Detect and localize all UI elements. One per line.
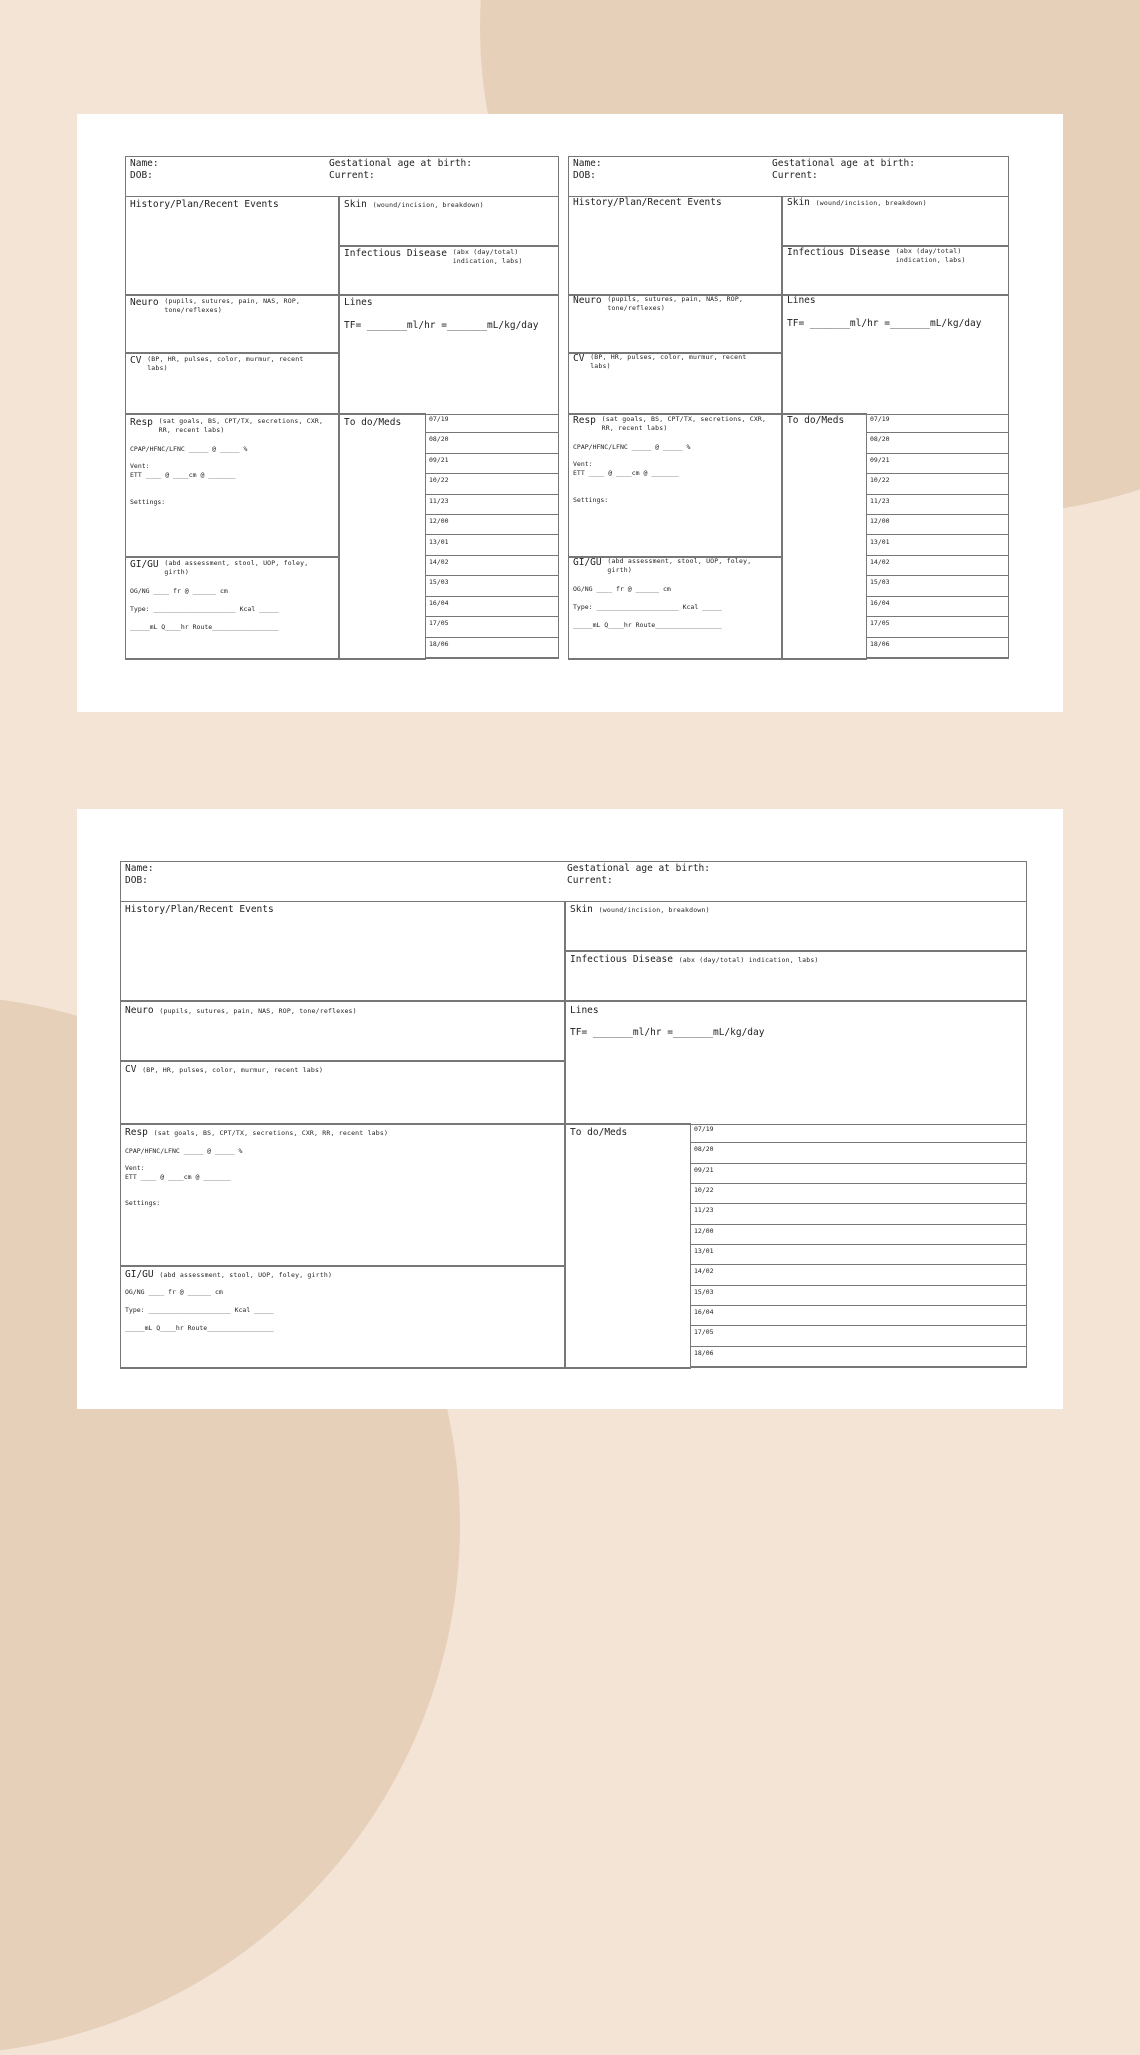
time-slot-label: 10/22 (870, 476, 890, 485)
og-line: OG/NG ____ fr @ ______ cm (125, 1288, 223, 1296)
vent-label: Vent: (573, 460, 593, 468)
settings-label: Settings: (130, 498, 166, 506)
gigu-label: GI/GU (130, 559, 159, 570)
skin-label: Skin (787, 197, 810, 208)
neuro-label: Neuro (573, 295, 602, 306)
time-slot-row (425, 556, 559, 576)
time-slot-label: 11/23 (694, 1206, 714, 1215)
time-slot-row (425, 495, 559, 515)
lines-box (338, 294, 559, 415)
name-label: Name: (573, 158, 602, 169)
time-slots (866, 413, 1009, 658)
time-slot-label: 09/21 (429, 455, 449, 464)
neuro-hint: (pupils, sutures, pain, NAS, ROP, tone/reflexes) (159, 1007, 357, 1015)
gigu-hint: (abd assessment, stool, UOP, foley, girth) (607, 557, 752, 574)
report-sheet-left (125, 156, 559, 659)
tf-line: TF= _______ml/hr =_______mL/kg/day (344, 320, 539, 331)
todo-label: To do/Meds (787, 415, 845, 426)
vent-label: Vent: (125, 1164, 145, 1172)
time-slot-row (690, 1184, 1027, 1204)
time-slot-row (690, 1225, 1027, 1245)
time-slot-row (866, 515, 1009, 535)
lines-box (781, 294, 1009, 415)
time-slot-label: 12/00 (694, 1226, 714, 1235)
route-line: _____mL Q____hr Route_________________ (125, 1324, 274, 1332)
skin-hint: (wound/incision, breakdown) (372, 201, 484, 209)
time-slot-label: 16/04 (870, 598, 890, 607)
time-slot-label: 17/05 (694, 1328, 714, 1337)
time-slot-label: 16/04 (694, 1308, 714, 1316)
id-label: Infectious Disease (787, 247, 890, 258)
lines-label: Lines (787, 295, 816, 306)
name-label: Name: (130, 158, 159, 169)
dob-label: DOB: (573, 170, 596, 181)
dob-label: DOB: (125, 875, 148, 886)
tf-line: TF= _______ml/hr =_______mL/kg/day (570, 1027, 765, 1038)
lines-label: Lines (344, 297, 373, 308)
settings-label: Settings: (125, 1199, 161, 1207)
time-slot-label: 07/19 (870, 415, 890, 423)
history-label: History/Plan/Recent Events (130, 199, 279, 210)
settings-label: Settings: (573, 496, 609, 504)
time-slot-label: 14/02 (694, 1267, 714, 1276)
history-label: History/Plan/Recent Events (573, 197, 722, 208)
time-slot-row (866, 454, 1009, 474)
history-label: History/Plan/Recent Events (125, 904, 274, 915)
cv-hint: (BP, HR, pulses, color, murmur, recent labs) (142, 1066, 324, 1074)
route-line: _____mL Q____hr Route_________________ (573, 621, 722, 629)
time-slot-label: 10/22 (429, 476, 449, 485)
ga-label: Gestational age at birth: (772, 158, 915, 169)
dob-label: DOB: (130, 170, 153, 181)
skin-label: Skin (344, 199, 367, 210)
time-slot-label: 15/03 (429, 578, 449, 587)
time-slot-label: 13/01 (870, 537, 890, 546)
time-slot-row (690, 1245, 1027, 1265)
skin-label: Skin (570, 904, 593, 915)
time-slot-label: 08/20 (694, 1145, 714, 1154)
history-box (125, 196, 340, 296)
neuro-label: Neuro (125, 1005, 154, 1016)
route-line: _____mL Q____hr Route_________________ (130, 623, 279, 631)
neuro-hint: (pupils, sutures, pain, NAS, ROP, tone/reflexes) (164, 297, 301, 314)
time-slot-label: 07/19 (429, 415, 449, 423)
type-line: Type: _____________________ Kcal _____ (125, 1306, 274, 1314)
time-slot-row (425, 597, 559, 617)
cv-label: CV (573, 353, 585, 364)
cv-hint: (BP, HR, pulses, color, murmur, recent labs) (147, 355, 304, 372)
time-slot-row (425, 617, 559, 637)
time-slot-row (425, 515, 559, 535)
time-slot-row (866, 536, 1009, 556)
time-slot-row (690, 1123, 1027, 1143)
time-slot-label: 16/04 (429, 598, 449, 607)
resp-hint: (sat goals, BS, CPT/TX, secretions, CXR, RR, recent labs) (153, 1129, 389, 1137)
resp-hint: (sat goals, BS, CPT/TX, secretions, CXR, RR, recent labs) (601, 415, 767, 432)
time-slot-label: 17/05 (870, 619, 890, 628)
history-box (568, 196, 783, 296)
history-box (120, 901, 566, 1002)
time-slot-label: 14/02 (429, 557, 449, 566)
todo-label: To do/Meds (570, 1127, 628, 1138)
current-label: Current: (772, 170, 818, 181)
resp-box (568, 413, 783, 558)
resp-label: Resp (125, 1127, 148, 1138)
time-slot-row (425, 638, 559, 658)
time-slot-row (690, 1204, 1027, 1224)
time-slot-row (425, 413, 559, 433)
time-slot-row (425, 474, 559, 494)
time-slot-row (690, 1286, 1027, 1306)
template-sheet-two-up (77, 114, 1063, 712)
time-slot-label: 12/00 (870, 517, 890, 526)
gigu-hint: (abd assessment, stool, UOP, foley, girth) (159, 1271, 333, 1279)
time-slot-label: 13/01 (429, 537, 449, 546)
time-slot-row (690, 1143, 1027, 1163)
time-slots (425, 413, 559, 658)
report-sheet-full (120, 861, 1027, 1368)
time-slot-row (866, 474, 1009, 494)
lines-box (564, 1000, 1027, 1125)
time-slot-row (690, 1306, 1027, 1326)
type-line: Type: _____________________ Kcal _____ (573, 603, 722, 611)
ett-line: ETT ____ @ ____cm @ _______ (130, 471, 236, 479)
type-line: Type: _____________________ Kcal _____ (130, 605, 279, 613)
todo-box (781, 413, 867, 660)
current-label: Current: (329, 170, 375, 181)
time-slot-row (690, 1347, 1027, 1367)
todo-label: To do/Meds (344, 417, 402, 428)
time-slot-label: 15/03 (694, 1287, 714, 1296)
cv-hint: (BP, HR, pulses, color, murmur, recent labs) (590, 353, 747, 370)
time-slot-label: 17/05 (429, 619, 449, 628)
cpap-line: CPAP/HFNC/LFNC _____ @ _____ % (130, 445, 248, 453)
todo-box (338, 413, 426, 660)
resp-label: Resp (573, 415, 596, 426)
id-hint: (abx (day/total) indication, labs) (678, 956, 819, 964)
time-slot-row (866, 413, 1009, 433)
time-slot-row (690, 1326, 1027, 1346)
time-slot-label: 09/21 (870, 455, 890, 464)
time-slot-row (425, 536, 559, 556)
resp-hint: (sat goals, BS, CPT/TX, secretions, CXR, RR, recent labs) (158, 417, 324, 434)
time-slot-row (690, 1265, 1027, 1285)
cv-label: CV (130, 355, 142, 366)
template-sheet-full (77, 809, 1063, 1409)
time-slot-row (866, 556, 1009, 576)
time-slot-label: 14/02 (870, 557, 890, 566)
time-slot-label: 13/01 (694, 1247, 714, 1255)
time-slot-row (866, 638, 1009, 658)
neuro-label: Neuro (130, 297, 159, 308)
current-label: Current: (567, 875, 613, 886)
gigu-label: GI/GU (573, 557, 602, 568)
time-slot-label: 15/03 (870, 578, 890, 587)
og-line: OG/NG ____ fr @ ______ cm (130, 587, 228, 595)
ga-label: Gestational age at birth: (567, 863, 710, 874)
tf-line: TF= _______ml/hr =_______mL/kg/day (787, 318, 982, 329)
time-slot-label: 11/23 (870, 496, 890, 505)
skin-hint: (wound/incision, breakdown) (598, 906, 710, 914)
id-hint: (abx (day/total) indication, labs) (452, 248, 523, 265)
lines-label: Lines (570, 1005, 599, 1016)
time-slot-row (425, 576, 559, 596)
skin-hint: (wound/incision, breakdown) (815, 199, 927, 207)
id-hint: (abx (day/total) indication, labs) (895, 247, 966, 264)
time-slot-label: 10/22 (694, 1186, 714, 1194)
gigu-hint: (abd assessment, stool, UOP, foley, girth) (164, 559, 309, 576)
ga-label: Gestational age at birth: (329, 158, 472, 169)
time-slot-row (866, 433, 1009, 453)
time-slot-label: 12/00 (429, 517, 449, 526)
time-slot-row (866, 576, 1009, 596)
report-sheet-right (568, 156, 1009, 659)
time-slot-row (866, 597, 1009, 617)
ett-line: ETT ____ @ ____cm @ _______ (125, 1173, 231, 1181)
gigu-label: GI/GU (125, 1269, 154, 1280)
time-slot-label: 18/06 (429, 639, 449, 648)
time-slot-label: 08/20 (870, 435, 890, 444)
resp-label: Resp (130, 417, 153, 428)
time-slot-label: 11/23 (429, 496, 449, 505)
time-slot-row (425, 454, 559, 474)
time-slot-row (425, 433, 559, 453)
cpap-line: CPAP/HFNC/LFNC _____ @ _____ % (573, 443, 691, 451)
time-slot-row (866, 495, 1009, 515)
todo-box (564, 1123, 691, 1369)
time-slot-row (866, 617, 1009, 637)
name-label: Name: (125, 863, 154, 874)
time-slot-label: 08/20 (429, 435, 449, 444)
time-slot-row (690, 1164, 1027, 1184)
og-line: OG/NG ____ fr @ ______ cm (573, 585, 671, 593)
time-slot-label: 18/06 (694, 1348, 714, 1357)
time-slot-label: 07/19 (694, 1125, 714, 1133)
cv-label: CV (125, 1064, 137, 1075)
vent-label: Vent: (130, 462, 150, 470)
resp-box (120, 1123, 566, 1267)
cpap-line: CPAP/HFNC/LFNC _____ @ _____ % (125, 1147, 243, 1155)
time-slot-label: 18/06 (870, 639, 890, 648)
time-slots (690, 1123, 1027, 1367)
id-label: Infectious Disease (570, 954, 673, 965)
id-label: Infectious Disease (344, 248, 447, 259)
ett-line: ETT ____ @ ____cm @ _______ (573, 469, 679, 477)
neuro-hint: (pupils, sutures, pain, NAS, ROP, tone/reflexes) (607, 295, 744, 312)
time-slot-label: 09/21 (694, 1165, 714, 1174)
